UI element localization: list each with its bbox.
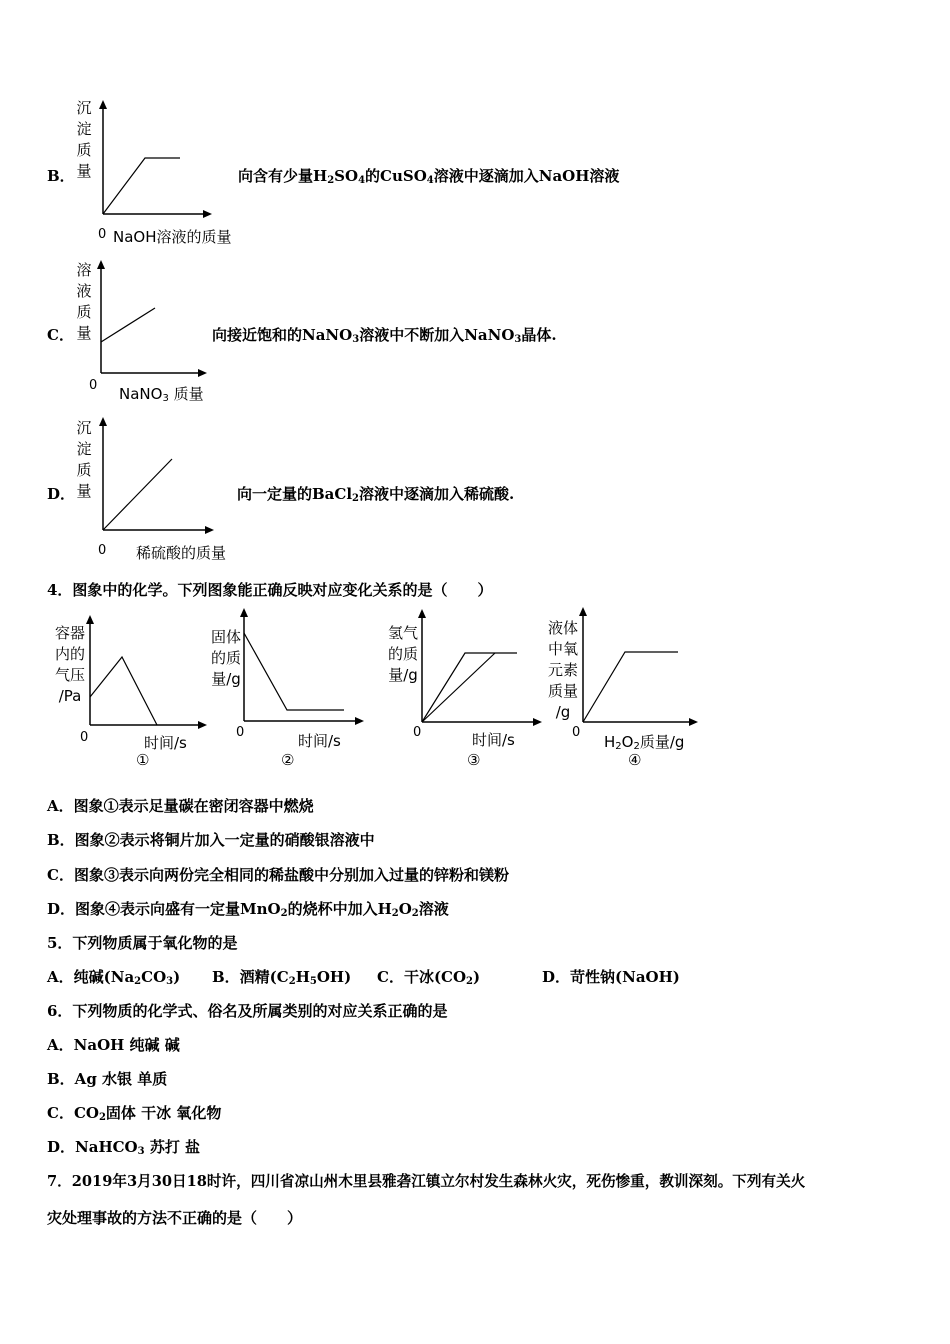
q4-graph-1-plot [85, 615, 210, 730]
q4-graph-4-number: ④ [628, 751, 642, 769]
q4-graph-4-ylabel: 液体 中氧 元素 质量 /g [547, 619, 578, 721]
q5-option-b: B．酒精$(C_2H_5OH)$ [212, 968, 352, 987]
graph-d-plot [95, 417, 220, 537]
q4-graph-1-xlabel: 时间/s [144, 734, 187, 752]
graph-c-ylabel: 溶 液 质 量 [76, 261, 92, 342]
q4-graph-1-number: ① [136, 751, 150, 769]
q4-graph-3-number: ③ [467, 751, 481, 769]
q6-option-c: C．$CO_2$固体 干冰 氧化物 [47, 1104, 222, 1123]
q4-graph-2-origin: 0 [236, 725, 245, 740]
option-c-description: 向接近饱和的NaNO$_3$溶液中不断加入NaNO$_3$晶体. [212, 326, 557, 345]
q4-graph-1-ylabel: 容器 内的 气压 /Pa [54, 624, 85, 705]
graph-d-origin: 0 [98, 543, 107, 558]
graph-b-plot [95, 100, 215, 220]
q4-graph-4-plot [578, 607, 708, 722]
question-6-stem: 6．下列物质的化学式、俗名及所属类别的对应关系正确的是 [47, 1002, 448, 1020]
q4-option-d: D．图象④表示向盛有一定量MnO$_2$的烧杯中加入$H_2O_2$溶液 [47, 900, 449, 919]
q4-graph-2-ylabel: 固体 的质 量/g [210, 628, 241, 688]
question-5-stem: 5．下列物质属于氧化物的是 [47, 934, 238, 952]
q4-graph-2-plot [239, 608, 369, 723]
question-7-line-1: 7．2019年3月30日18时许，四川省凉山州木里县雅砻江镇立尔村发生森林火灾，死伤惨重，教训深刻。下列有关火 [47, 1173, 806, 1190]
question-4-stem: 4．图象中的化学。下列图象能正确反映对应变化关系的是（ ） [47, 581, 493, 599]
graph-c-xlabel: NaNO$_3$ 质量 [119, 385, 204, 404]
q4-graph-3-ylabel: 氢气 的质 量/g [387, 624, 418, 684]
q6-option-a: A．NaOH 纯碱 碱 [47, 1036, 180, 1054]
q4-option-b: B．图象②表示将铜片加入一定量的硝酸银溶液中 [47, 831, 375, 849]
q4-graph-3-origin: 0 [413, 725, 422, 740]
graph-d-xlabel: 稀硫酸的质量 [136, 544, 227, 562]
option-d-label: D． [47, 485, 76, 503]
q4-graph-4-xlabel: $H_2O_2$质量/g [604, 733, 685, 752]
option-c-label: C． [47, 326, 74, 344]
q5-option-c: C．干冰$(CO_2)$ [377, 968, 481, 987]
q4-option-a: A．图象①表示足量碳在密闭容器中燃烧 [47, 797, 314, 815]
q4-graph-1-origin: 0 [80, 730, 89, 745]
q5-option-a: A．纯碱$(Na_2CO_3)$ [47, 968, 181, 987]
q6-option-b: B．Ag 水银 单质 [47, 1070, 168, 1088]
q4-graph-3-plot [417, 609, 547, 724]
q4-graph-3-xlabel: 时间/s [472, 731, 515, 749]
graph-d-ylabel: 沉 淀 质 量 [76, 419, 92, 500]
graph-b-xlabel: NaOH溶液的质量 [113, 228, 232, 246]
q4-option-c: C．图象③表示向两份完全相同的稀盐酸中分别加入过量的锌粉和镁粉 [47, 866, 509, 884]
q5-option-d: D．苛性钠(NaOH) [542, 968, 680, 986]
q4-graph-2-number: ② [281, 751, 295, 769]
q4-graph-2-xlabel: 时间/s [298, 732, 341, 750]
option-d-description: 向一定量的BaCl$_2$溶液中逐滴加入稀硫酸. [237, 485, 515, 504]
graph-b-ylabel: 沉 淀 质 量 [76, 99, 92, 180]
option-b-label: B． [47, 167, 75, 185]
option-b-description: 向含有少量$H_2SO_4$的CuSO$_4$溶液中逐滴加入NaOH溶液 [238, 167, 620, 186]
question-7-line-2: 灾处理事故的方法不正确的是（ ） [47, 1209, 303, 1227]
graph-c-origin: 0 [89, 378, 98, 393]
q6-option-d: D．NaHCO$_3$ 苏打 盐 [47, 1138, 201, 1157]
graph-b-origin: 0 [98, 227, 107, 242]
graph-c-plot [95, 260, 215, 380]
q4-graph-4-origin: 0 [572, 725, 581, 740]
